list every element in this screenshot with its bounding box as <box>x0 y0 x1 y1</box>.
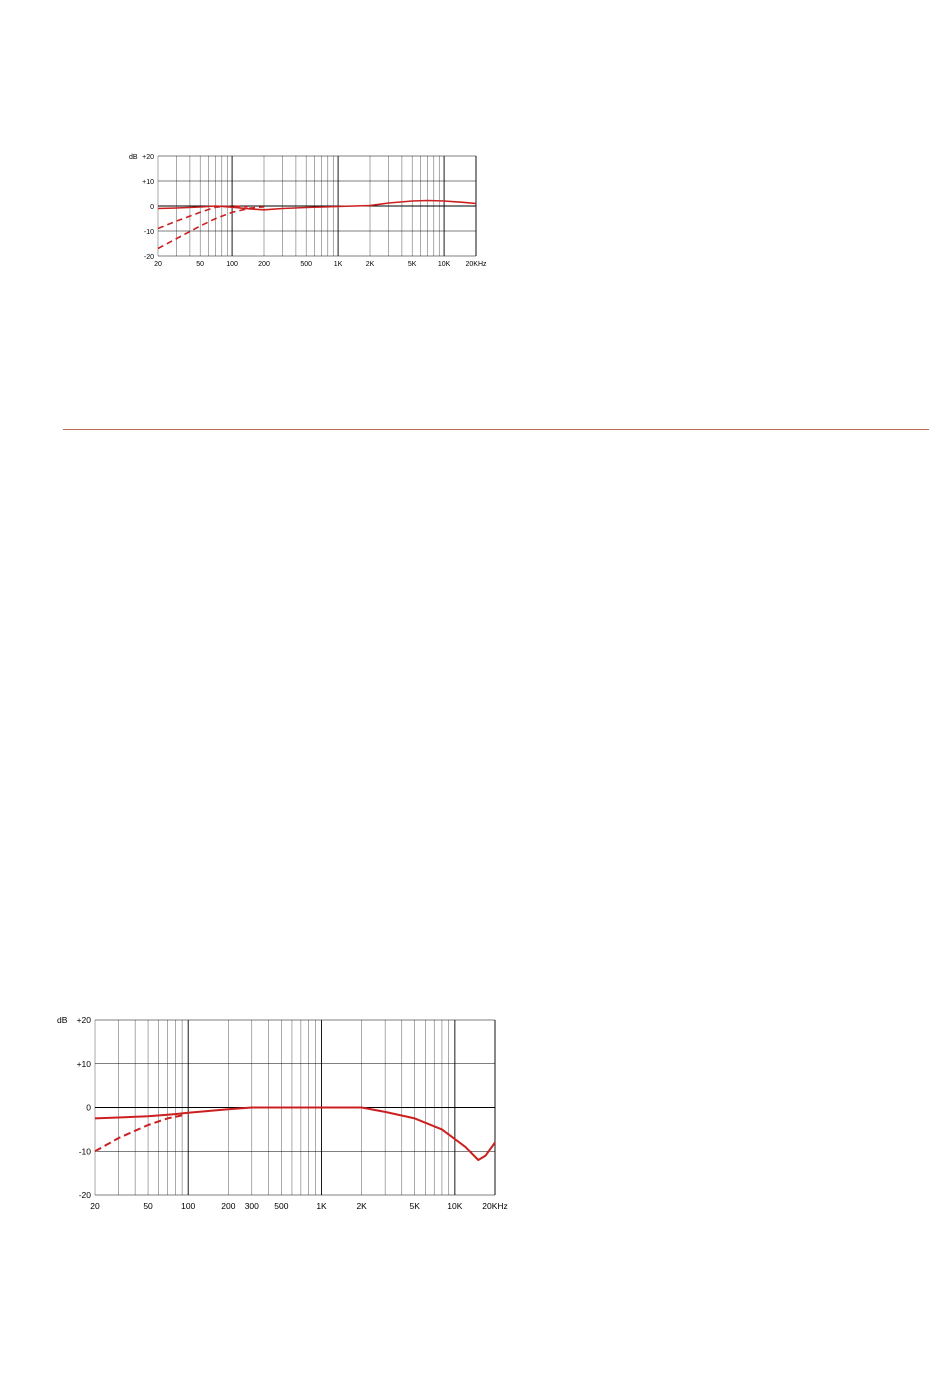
x-tick-label: 50 <box>196 261 205 268</box>
y-tick-label: +20 <box>142 154 154 161</box>
x-tick-label: 500 <box>274 1201 289 1211</box>
x-tick-label: 100 <box>226 261 238 268</box>
response-curve-solid-0 <box>158 201 476 210</box>
y-axis-unit-label: dB <box>57 1015 68 1025</box>
response-curve-dashed-1 <box>95 1115 182 1151</box>
x-tick-label: 10K <box>447 1201 463 1211</box>
x-tick-label: 100 <box>181 1201 196 1211</box>
response-curve-solid-0 <box>95 1108 495 1161</box>
y-tick-label: +20 <box>76 1015 91 1025</box>
y-tick-label: 0 <box>86 1102 91 1113</box>
section-divider <box>63 429 929 430</box>
x-tick-label: 20 <box>154 261 162 268</box>
y-tick-label: -20 <box>143 254 154 261</box>
x-tick-label: 300 <box>244 1201 259 1211</box>
x-tick-label: 2K <box>365 261 375 268</box>
frequency-response-chart-2 <box>55 1012 525 1217</box>
x-tick-label: 10K <box>437 261 451 268</box>
x-tick-label: 500 <box>300 261 313 268</box>
x-tick-label: 20KHz <box>482 1201 508 1211</box>
response-curve-dashed-2 <box>158 207 264 249</box>
polar-pattern-chart-2 <box>560 990 940 1240</box>
x-tick-label: 1K <box>333 261 343 268</box>
y-axis-unit-label: dB <box>129 154 138 161</box>
x-tick-label: 50 <box>143 1201 153 1211</box>
y-tick-label: -20 <box>78 1190 91 1200</box>
frequency-response-chart-1 <box>125 148 495 278</box>
y-tick-label: +10 <box>76 1058 91 1069</box>
x-tick-label: 2K <box>356 1201 367 1211</box>
y-tick-label: +10 <box>142 179 154 186</box>
polar-pattern-chart-1 <box>505 88 850 338</box>
x-tick-label: 200 <box>221 1201 236 1211</box>
x-tick-label: 5K <box>407 261 417 268</box>
chart-series <box>95 1108 495 1161</box>
y-tick-label: -10 <box>143 229 154 236</box>
y-tick-label: 0 <box>150 204 154 211</box>
x-tick-label: 200 <box>258 261 270 268</box>
chart-tick-labels <box>129 154 487 268</box>
chart-series <box>158 201 476 249</box>
y-tick-label: -10 <box>78 1146 91 1157</box>
x-tick-label: 20 <box>90 1201 100 1211</box>
x-tick-label: 1K <box>316 1201 327 1211</box>
chart-tick-labels <box>57 1015 508 1211</box>
x-tick-label: 5K <box>409 1201 420 1211</box>
x-tick-label: 20KHz <box>465 261 487 268</box>
